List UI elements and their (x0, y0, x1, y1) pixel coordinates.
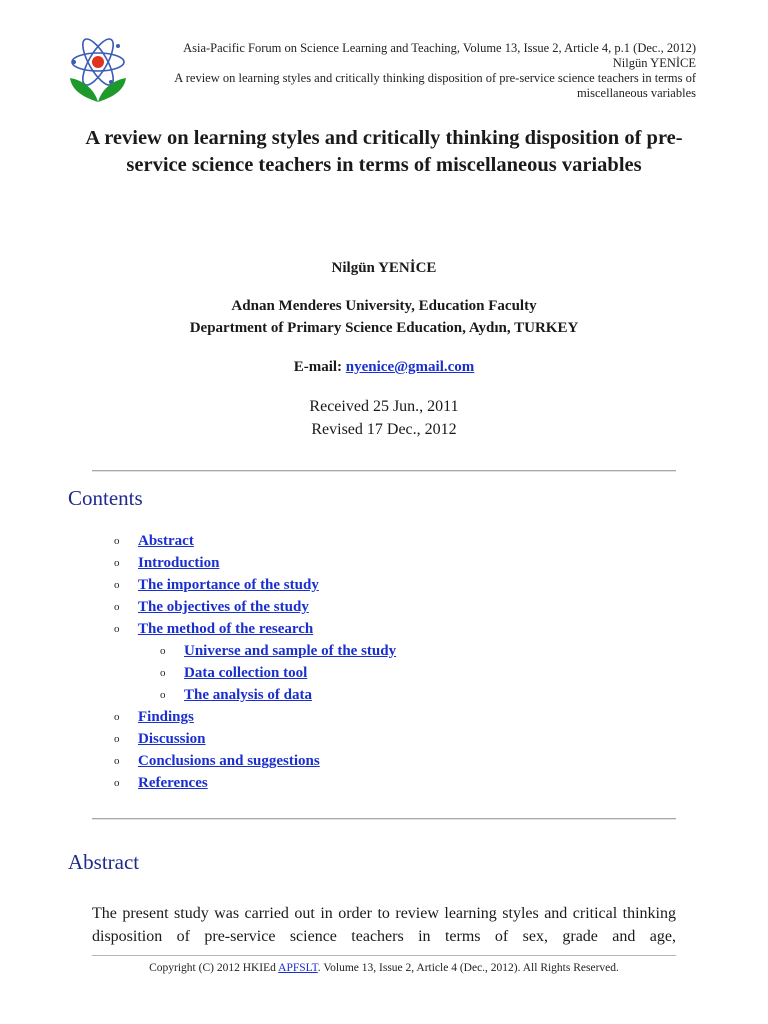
contents-heading: Contents (68, 486, 143, 510)
apfslt-link[interactable]: APFSLT (278, 962, 318, 974)
header-title-line-2: miscellaneous variables (576, 86, 696, 100)
journal-citation: Asia-Pacific Forum on Science Learning and Teaching, Volume 13, Issue 2, Article 4, p.1 (Dec., 2012) (183, 41, 696, 55)
toc-bullet: o (114, 557, 120, 569)
toc-bullet: o (114, 623, 120, 635)
toc-link[interactable]: The importance of the study (138, 577, 319, 593)
toc-link[interactable]: Conclusions and suggestions (138, 753, 320, 769)
toc-bullet: o (160, 645, 166, 657)
received-date: Received 25 Jun., 2011 (309, 398, 459, 415)
toc-link[interactable]: The objectives of the study (138, 599, 309, 615)
toc-bullet: o (114, 733, 120, 745)
toc-link[interactable]: References (138, 775, 208, 791)
author-name: Nilgün YENİCE (331, 260, 437, 276)
toc-link[interactable]: Findings (138, 709, 194, 725)
running-header (136, 41, 696, 101)
toc-bullet: o (114, 601, 120, 613)
toc-bullet: o (114, 535, 120, 547)
toc-link[interactable]: Abstract (138, 533, 194, 549)
toc-bullet: o (160, 667, 166, 679)
toc-bullet: o (114, 755, 120, 767)
abstract-heading: Abstract (68, 850, 140, 874)
affiliation-line-2: Department of Primary Science Education, Aydın, TURKEY (189, 320, 579, 336)
atom-leaf-logo-icon (66, 36, 130, 106)
email-line (0, 359, 768, 376)
copyright-suffix: . Volume 13, Issue 2, Article 4 (Dec., 2012). All Rights Reserved. (317, 962, 619, 974)
copyright-footer (0, 962, 768, 974)
copyright-prefix: Copyright (C) 2012 HKIEd (149, 962, 279, 974)
toc-link[interactable]: Universe and sample of the study (184, 643, 397, 659)
journal-logo (66, 36, 130, 106)
toc-bullet: o (114, 777, 120, 789)
email-label: E-mail: (293, 359, 343, 375)
paper-title: A review on learning styles and critically thinking disposition of pre-service science teachers in terms of miscellaneous variables (85, 127, 683, 176)
header-author: Nilgün YENİCE (612, 56, 696, 70)
divider (92, 470, 676, 472)
header-title-line-1: A review on learning styles and critically thinking disposition of pre-service science teachers in terms of (174, 71, 696, 85)
divider (92, 818, 676, 820)
toc-bullet: o (160, 689, 166, 701)
abstract-text: The present study was carried out in order to review learning styles and critical thinking disposition of pre-service science teachers in terms of sex, grade and age, (92, 905, 676, 945)
toc-link[interactable]: The method of the research (138, 621, 314, 637)
toc-bullet: o (114, 711, 120, 723)
toc-link[interactable]: The analysis of data (184, 687, 312, 703)
toc-link[interactable]: Data collection tool (184, 665, 308, 681)
revised-date: Revised 17 Dec., 2012 (311, 421, 457, 438)
email-link[interactable]: nyenice@gmail.com (345, 359, 475, 375)
toc-link[interactable]: Discussion (138, 731, 206, 747)
footer-divider (92, 955, 676, 956)
toc-link[interactable]: Introduction (138, 555, 220, 571)
toc-bullet: o (114, 579, 120, 591)
affiliation-line-1: Adnan Menderes University, Education Faculty (231, 298, 537, 314)
